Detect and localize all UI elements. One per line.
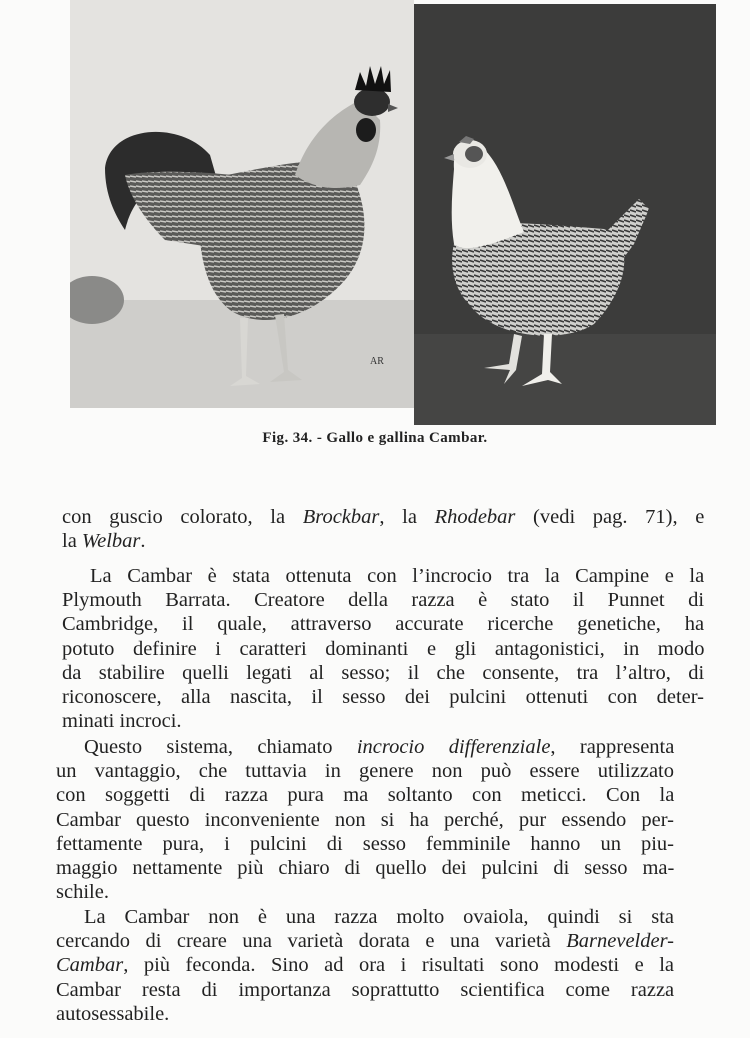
breed-cambar: Cambar [56,954,124,977]
text-line: minati incroci. [62,710,182,733]
text-line: Cambar questo inconveniente non si ha perché, pur essendo per- [56,808,674,831]
text-line: La Cambar non è una razza molto ovaiola, quindi si sta [84,906,674,928]
text-line: Cambar resta di importanza soprattutto scientifica come razza [56,978,675,1001]
text-line: schile. [56,881,109,904]
text-line: autosessabile. [56,1002,170,1025]
paragraph-3 [56,735,674,904]
paragraph-2 [62,564,704,733]
text-line: Questo sistema, chiamato incrocio differenziale, rappresenta [84,736,675,758]
text-line: maggio nettamente più chiaro di quello dei pulcini di sesso ma- [56,857,675,880]
text-line: La Cambar è stata ottenuta con l’incrocio tra la Campine e la [90,565,705,587]
paragraph-4 [56,905,674,1026]
text-line: potuto definire i caratteri dominanti e gli antagonistici, in modo [62,637,705,660]
text-line: riconoscere, alla nascita, il sesso dei pulcini ottenuti con deter- [62,686,704,709]
figure-caption: Fig. 34. - Gallo e gallina Cambar. [262,430,488,446]
text-line: un vantaggio, che tuttavia in genere non può essere utilizzato [56,760,674,783]
text-line: Cambridge, il quale, attraverso accurate ricerche genetiche, ha [62,613,705,636]
rooster-photo [70,0,414,408]
text-line: Plymouth Barrata. Creatore della razza è stato il Punnet di [62,589,705,612]
signature-mark: AR [370,356,384,367]
breed-barnevelder: Barnevelder- [566,930,674,953]
paragraph-1 [62,505,704,553]
text-line: con soggetti di razza pura ma soltanto con meticci. Con la [56,784,675,807]
text-line: cercando di creare una varietà dorata e una varietà Barnevelder- [56,930,674,953]
breed-brockbar: Brockbar [302,506,380,528]
term-incrocio-differenziale: incrocio differenziale [356,736,551,758]
breed-rhodebar: Rhodebar [434,506,516,528]
breed-welbar: Welbar [81,530,141,553]
text-line: con guscio colorato, la Brockbar, la Rhodebar (vedi pag. 71), e [62,506,705,528]
text-line: la Welbar. [62,530,146,553]
text-line: da stabilire quelli legati al sesso; il che consente, tra l’altro, di [62,661,705,684]
text-line: fettamente pura, i pulcini di sesso femminile hanno un piu- [56,832,674,855]
text-line: Cambar, più feconda. Sino ad ora i risultati sono modesti e la [56,954,674,977]
hen-photo [414,4,716,425]
